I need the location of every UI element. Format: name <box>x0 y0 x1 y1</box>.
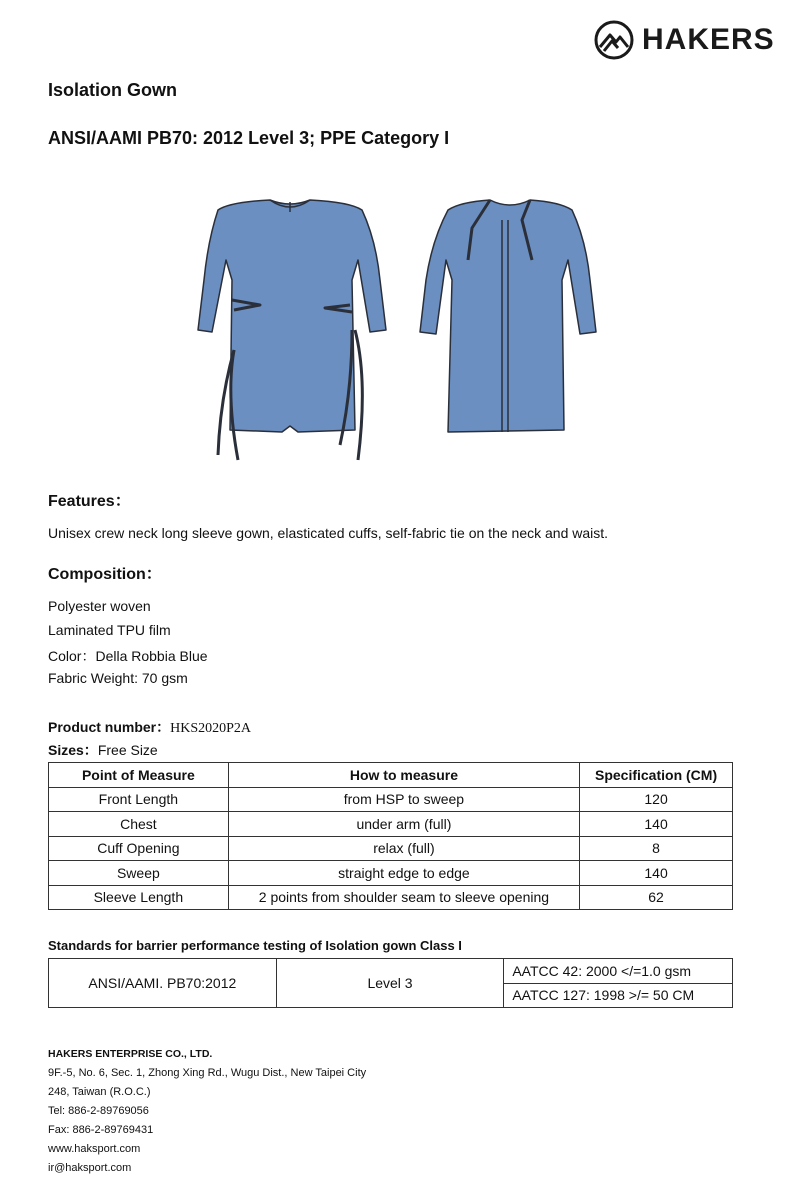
features-text: Unisex crew neck long sleeve gown, elasticated cuffs, self-fabric tie on the neck and waist. <box>48 525 609 541</box>
table-cell: 62 <box>580 885 733 910</box>
standard-cell: ANSI/AAMI. PB70:2012 <box>49 959 277 1008</box>
address-line: 248, Taiwan (R.O.C.) <box>48 1086 151 1098</box>
mountain-logo-icon <box>594 20 634 60</box>
table-cell: 2 points from shoulder seam to sleeve opening <box>228 885 579 910</box>
brand-name: HAKERS <box>642 23 775 56</box>
sizes-value: Free Size <box>97 742 158 758</box>
brand-logo <box>594 20 775 60</box>
table-cell: straight edge to edge <box>228 861 579 886</box>
table-row <box>49 787 733 812</box>
column-header: Specification (CM) <box>580 763 733 788</box>
level-cell: Level 3 <box>276 959 504 1008</box>
gown-front-view <box>198 200 386 460</box>
fax: Fax: 886-2-89769431 <box>48 1124 154 1136</box>
test-cell: AATCC 42: 2000 </=1.0 gsm <box>504 959 733 984</box>
table-row <box>49 885 733 910</box>
column-header: How to measure <box>228 763 579 788</box>
table-cell: Sleeve Length <box>49 885 229 910</box>
table-cell: 120 <box>580 787 733 812</box>
composition-item: Laminated TPU film <box>48 622 171 638</box>
table-cell: 8 <box>580 836 733 861</box>
email-link[interactable]: ir@haksport.com <box>48 1162 132 1174</box>
phone: Tel: 886-2-89769056 <box>48 1105 149 1117</box>
sizes-label: Sizes： <box>48 742 98 758</box>
composition-heading: Composition： <box>48 566 162 583</box>
table-cell: Front Length <box>49 787 229 812</box>
table-row <box>49 959 733 984</box>
table-cell: Cuff Opening <box>49 836 229 861</box>
company-name: HAKERS ENTERPRISE CO., LTD. <box>48 1048 213 1060</box>
product-number-value: HKS2020P2A <box>170 721 252 736</box>
composition-item: Color：Della Robbia Blue <box>48 648 208 664</box>
spec-table <box>48 762 733 910</box>
address-line: 9F.-5, No. 6, Sec. 1, Zhong Xing Rd., Wugu Dist., New Taipei City <box>48 1067 367 1079</box>
product-number-label: Product number： <box>48 719 171 735</box>
test-cell: AATCC 127: 1998 >/= 50 CM <box>504 983 733 1008</box>
page-subtitle: ANSI/AAMI PB70: 2012 Level 3; PPE Category I <box>48 128 450 148</box>
composition-item: Fabric Weight: 70 gsm <box>48 670 188 686</box>
standards-table <box>48 958 733 1008</box>
column-header: Point of Measure <box>49 763 229 788</box>
standards-heading: Standards for barrier performance testing of Isolation gown Class I <box>48 938 462 953</box>
table-cell: Sweep <box>49 861 229 886</box>
composition-item: Polyester woven <box>48 598 151 614</box>
sizes <box>48 740 158 760</box>
table-row <box>49 836 733 861</box>
table-cell: under arm (full) <box>228 812 579 837</box>
table-cell: 140 <box>580 861 733 886</box>
table-cell: relax (full) <box>228 836 579 861</box>
table-row <box>49 861 733 886</box>
product-number <box>48 717 251 737</box>
gown-back-view <box>420 200 596 432</box>
gown-illustration <box>190 180 610 470</box>
table-cell: Chest <box>49 812 229 837</box>
features-heading: Features： <box>48 493 131 510</box>
page-title: Isolation Gown <box>48 80 177 100</box>
table-cell: from HSP to sweep <box>228 787 579 812</box>
table-header-row <box>49 763 733 788</box>
company-footer <box>48 1045 366 1178</box>
table-cell: 140 <box>580 812 733 837</box>
website-link[interactable]: www.haksport.com <box>48 1143 141 1155</box>
table-row <box>49 812 733 837</box>
